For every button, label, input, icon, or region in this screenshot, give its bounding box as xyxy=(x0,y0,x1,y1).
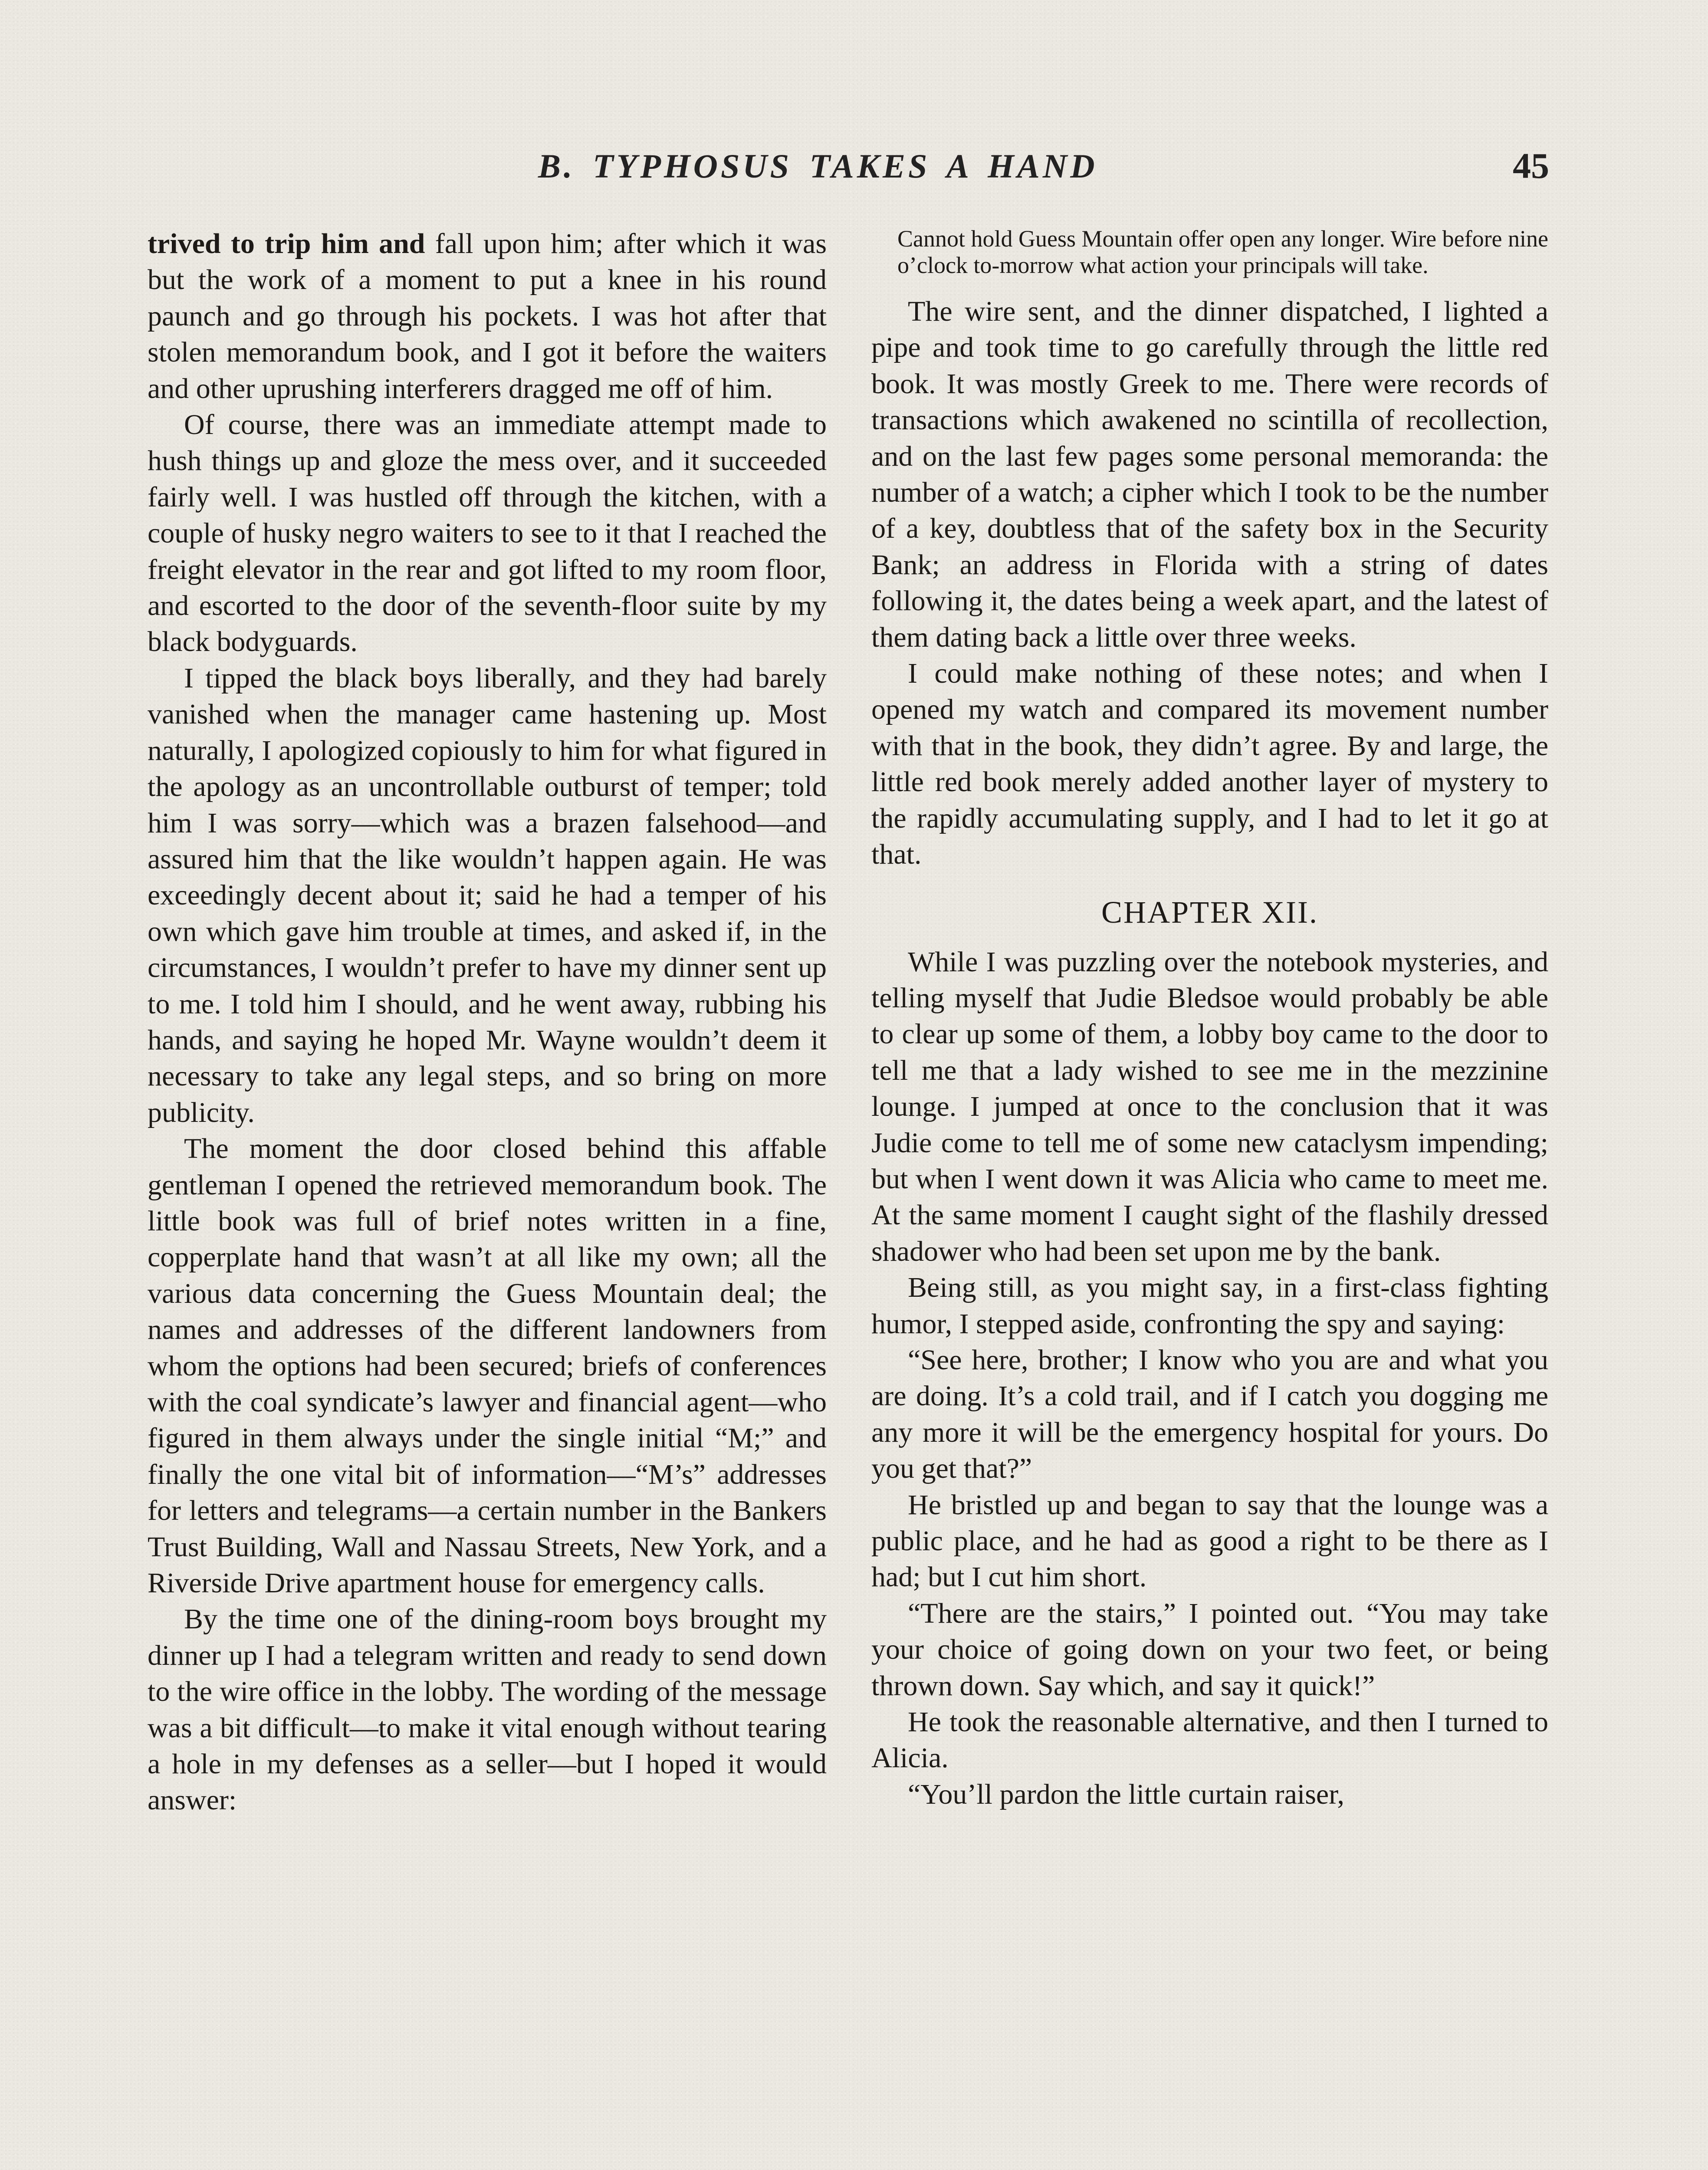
paragraph: By the time one of the dining-room boys brought my dinner up I had a telegram written and ready to send down to the wire office in the lobby. The wording of the message was a bit difficult—to make it vital enough without tearing a hole in my defenses as a seller—but I hoped it would answer: xyxy=(148,1603,827,1816)
left-column xyxy=(148,226,827,1818)
running-head xyxy=(148,147,1549,199)
paragraph: I could make nothing of these notes; and when I opened my watch and compared its movement number with that in the book, they didn’t agree. By and large, the little red book merely added another layer of mystery to the rapidly accumulating supply, and I had to let it go at that. xyxy=(871,658,1548,871)
paragraph: While I was puzzling over the notebook mysteries, and telling myself that Judie Bledsoe would probably be able to clear up some of them, a lobby boy came to the door to tell me that a lady wished to see me in the mezzinine lounge. I jumped at once to the conclusion that it was Judie come to tell me of some new cataclysm impending; but when I went down it was Alicia who came to meet me. At the same moment I caught sight of the flashily dressed shadower who had been set upon me by the bank. xyxy=(871,946,1548,1267)
paragraph: The moment the door closed behind this affable gentleman I opened the retrieved memorandum book. The little book was full of brief notes written in a fine, copperplate hand that wasn’t at all like my own; all the various data concerning the Guess Mountain deal; the names and addresses of the different landowners from whom the options had been secured; briefs of conferences with the coal syndicate’s lawyer and financial agent—who figured in them always under the single initial “M;” and finally the one vital bit of information—“M’s” addresses for letters and telegrams—a certain number in the Bankers Trust Building, Wall and Nassau Streets, New York, and a Riverside Drive apartment house for emergency calls. xyxy=(148,1133,827,1599)
chapter-heading: CHAPTER XII. xyxy=(1101,894,1318,930)
right-column xyxy=(871,226,1548,1812)
paragraph: He took the reasonable alternative, and then I turned to Alicia. xyxy=(871,1706,1548,1774)
page-number: 45 xyxy=(1513,146,1549,186)
paragraph: He bristled up and began to say that the lounge was a public place, and he had as good a right to be there as I had; but I cut him short. xyxy=(871,1489,1548,1593)
running-title: B. TYPHOSUS TAKES A HAND xyxy=(538,147,1098,185)
telegram-text: Cannot hold Guess Mountain offer open any longer. Wire before nine o’clock to-morrow what action your principals will take. xyxy=(897,226,1548,278)
paragraph: The wire sent, and the dinner dispatched, I lighted a pipe and took time to go carefully through the little red book. It was mostly Greek to me. There were records of transactions which awakened no scintilla of recollection, and on the last few pages some personal memoranda: the number of a watch; a cipher which I took to be the number of a key, doubtless that of the safety box in the Security Bank; an address in Florida with a string of dates following it, the dates being a week apart, and the latest of them dating back a little over three weeks. xyxy=(871,296,1548,653)
paragraph: “See here, brother; I know who you are and what you are doing. It’s a cold trail, and if I catch you dogging me any more it will be the emergency hospital for yours. Do you get that?” xyxy=(871,1344,1548,1485)
paragraph: Of course, there was an immediate attempt made to hush things up and gloze the mess over, and it succeeded fairly well. I was hustled off through the kitchen, with a couple of husky negro waiters to see to it that I reached the freight elevator in the rear and got lifted to my room floor, and escorted to the door of the seventh-floor suite by my black bodyguards. xyxy=(148,409,827,658)
bold-run: trived to trip him and xyxy=(148,228,425,260)
paragraph: “There are the stairs,” I pointed out. “You may take your choice of going down on your two feet, or being thrown down. Say which, and say it quick!” xyxy=(871,1597,1548,1702)
paragraph: I tipped the black boys liberally, and they had barely vanished when the manager came hastening up. Most naturally, I apologized copiously to him for what figured in the apology as an uncontrollable outburst of temper; told him I was sorry—which was a brazen falsehood—and assured him that the like wouldn’t happen again. He was exceedingly decent about it; said he had a temper of his own which gave him trouble at times, and asked if, in the circumstances, I wouldn’t prefer to have my dinner sent up to me. I told him I should, and he went away, rubbing his hands, and saying he hoped Mr. Wayne wouldn’t deem it necessary to take any legal steps, and so bring on more publicity. xyxy=(148,662,827,1128)
paragraph: “You’ll pardon the little curtain raiser, xyxy=(908,1778,1345,1810)
paragraph xyxy=(148,226,827,407)
paragraph: Being still, as you might say, in a first-class fighting humor, I stepped aside, confronting the spy and saying: xyxy=(871,1272,1548,1340)
paragraph-text: fall upon him; after which it was but the work of a moment to put a knee in his round paunch and go through his pockets. I was hot after that stolen memorandum book, and I got it before the waiters and other uprushing interferers dragged me off of him. xyxy=(148,228,827,404)
